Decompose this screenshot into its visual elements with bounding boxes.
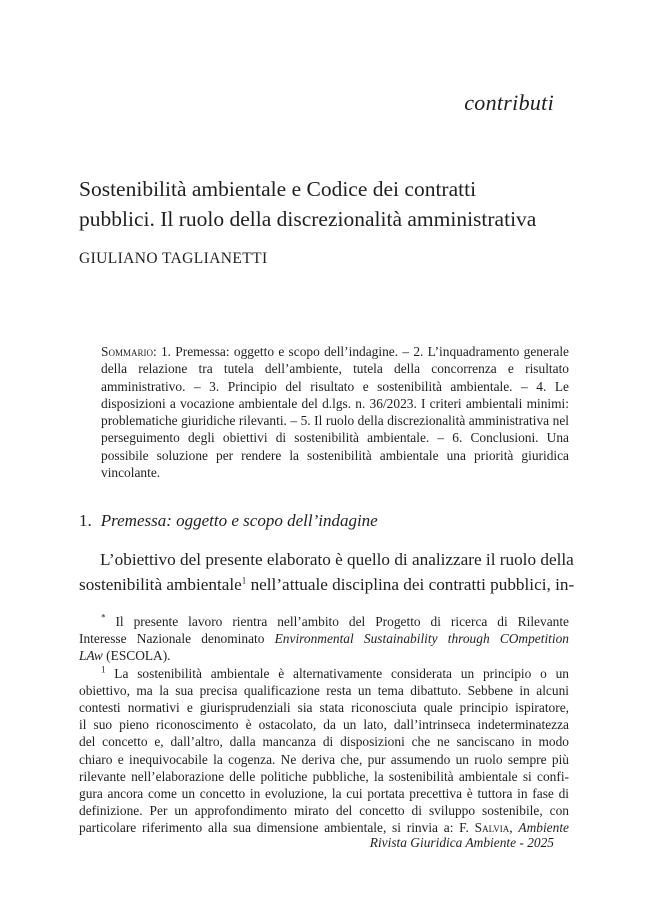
footnotes bbox=[79, 613, 569, 837]
footnote-line: contesti normativi e giurisprudenziali sia stata riconosciuta quale principio ispiratore, bbox=[79, 700, 569, 716]
body-text-segment: sostenibilità ambientale bbox=[79, 574, 242, 594]
footnote-line: rilevante nell’elaborazione delle politiche pubbliche, la sostenibilità ambientale si confi- bbox=[79, 768, 569, 784]
footnote-italic: Environmental Sustainability through COmpetition bbox=[274, 631, 569, 647]
footnote-marker: * bbox=[101, 612, 106, 623]
footnote-text: (ESCOLA). bbox=[102, 648, 171, 664]
section-number: 1. bbox=[79, 511, 92, 530]
footnote-line bbox=[79, 630, 569, 647]
title-line-1: Sostenibilità ambientale e Codice dei contratti bbox=[79, 177, 477, 201]
title-line-2: pubblici. Il ruolo della discrezionalità amministrativa bbox=[79, 207, 537, 231]
footnote-marker: 1 bbox=[101, 664, 106, 675]
section-tag: contributi bbox=[464, 90, 554, 115]
cited-work: Ambiente bbox=[518, 820, 569, 836]
footnote-line bbox=[79, 647, 569, 664]
footnote-text: Il presente lavoro rientra nell’ambito del Progetto di ricerca di Rilevante bbox=[105, 614, 569, 629]
footnote-text: particolare riferimento alla sua dimensione ambientale, si rinvia a: F. bbox=[79, 820, 475, 836]
body-paragraph bbox=[79, 548, 575, 597]
section-heading bbox=[79, 511, 378, 531]
section-title: Premessa: oggetto e scopo dell’indagine bbox=[100, 511, 378, 530]
author-name: GIULIANO TAGLIANETTI bbox=[79, 250, 268, 267]
footnote-star bbox=[79, 613, 569, 665]
body-line-2 bbox=[79, 573, 575, 598]
body-line-1: L’obiettivo del presente elaborato è quello di analizzare il ruolo della bbox=[100, 550, 574, 569]
footnote-line: del concetto e, dall’altro, dalla mancanza di disposizioni che ne sanciscano in modo bbox=[79, 734, 569, 750]
footnote-ref-1[interactable]: 1 bbox=[241, 574, 247, 585]
running-footer: Rivista Giuridica Ambiente - 2025 bbox=[369, 835, 554, 850]
footnote-line bbox=[79, 613, 569, 630]
footnote-text: La sostenibilità ambientale è alternativamente considerata un principio o un bbox=[105, 665, 569, 681]
article-title bbox=[79, 174, 579, 234]
footnote-line: gura ancora come un concetto in evoluzione, la cui portata precettiva è tuttora in fase di bbox=[79, 786, 569, 802]
footnote-line: definizione. Per un approfondimento mirato del concetto di sviluppo sostenibile, con bbox=[79, 803, 569, 819]
footnote-line: obiettivo, ma la sua precisa qualificazione resta un tema dibattuto. Sebbene in alcuni bbox=[79, 682, 569, 698]
footnote-1 bbox=[79, 665, 569, 837]
footnote-line: il suo pieno riconoscimento è ostacolato, da un lato, dall’intrinseca indeterminatezza bbox=[79, 717, 569, 733]
footnote-text: , bbox=[509, 820, 519, 836]
summary-text: 1. Premessa: oggetto e scopo dell’indagine. – 2. L’inquadramento generale della relazione tra tutela dell’ambiente, tutela della concorrenza e risultato amministrativo. – 3. Principio del risultato e sostenibilità ambientale. – 4. Le disposizioni a vocazione ambientale del d.lgs. n. 36/2023. I criteri ambientali minimi: problematiche giuridiche rilevanti. – 5. Il ruolo della discrezionalità amministrativa nel perseguimento degli obiettivi di sostenibilità ambientale. – 6. Conclusioni. Una possibile soluzione per rendere la sostenibilità ambientale una priorità giuridica vincolante. bbox=[101, 344, 569, 481]
footnote-line: chiaro e inequivocabile la cogenza. Ne deriva che, pur assumendo un ruolo sempre più bbox=[79, 751, 569, 767]
footnote-line bbox=[79, 665, 569, 682]
cited-author: Salvia bbox=[474, 820, 510, 836]
body-text-segment: nell’attuale disciplina dei contratti pubblici, in- bbox=[246, 574, 575, 594]
footnote-text: Interesse Nazionale denominato bbox=[79, 631, 275, 647]
summary bbox=[101, 343, 569, 481]
footnote-italic: LAw bbox=[79, 648, 103, 664]
summary-label: Sommario: bbox=[101, 344, 157, 359]
